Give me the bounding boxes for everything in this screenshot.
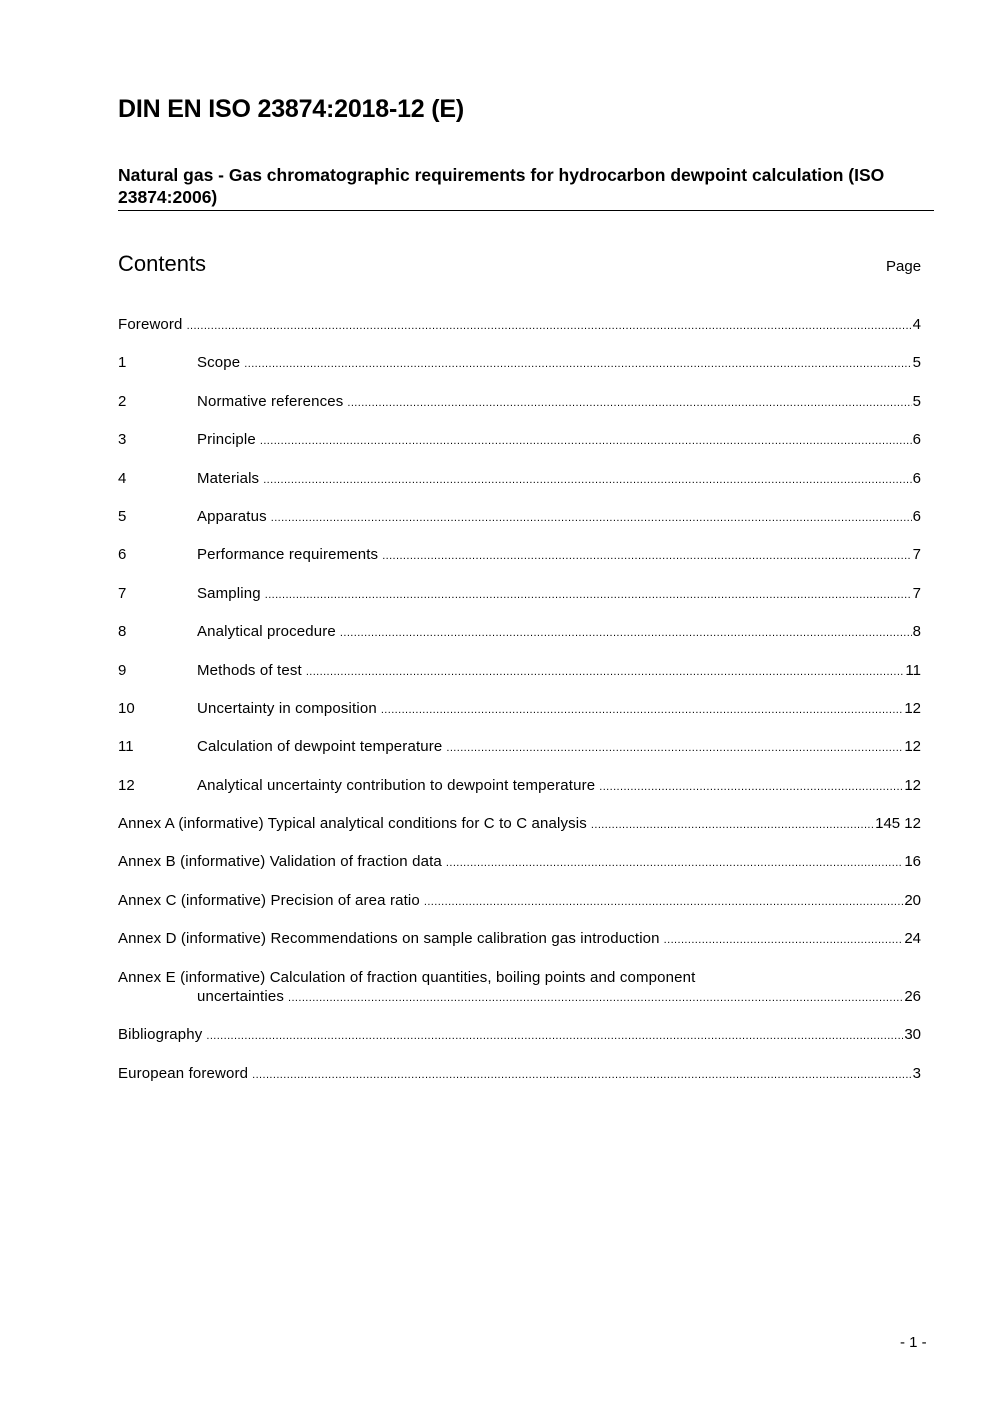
toc-leader-dots [382,547,911,566]
toc-entry-page: 26 [904,987,921,1005]
toc-leader-dots [265,586,912,605]
toc-leader-dots [347,394,911,413]
toc-leader-dots [206,1027,903,1046]
toc-entry-analytical-uncertainty-contribution[interactable] [118,776,921,814]
toc-entry-european-foreword[interactable] [118,1064,921,1102]
toc-entry-title: Calculation of dewpoint temperature [197,738,443,756]
toc-entry-uncertainty-in-composition[interactable] [118,699,921,737]
toc-leader-dots [187,317,912,336]
toc-entry-title: Annex E (informative) Calculation of fraction quantities, boiling points and component [118,968,696,986]
toc-entry-materials[interactable] [118,469,921,507]
toc-leader-dots [340,624,912,643]
toc-entry-number: 2 [118,392,127,410]
toc-entry-apparatus[interactable] [118,507,921,545]
toc-leader-dots [381,701,903,720]
toc-entry-page: 16 [904,853,921,871]
toc-entry-title: European foreword [118,1064,249,1082]
toc-entry-title: Annex A (informative) Typical analytical conditions for C to C analysis [118,815,587,833]
toc-entry-page: 20 [904,891,921,909]
toc-leader-dots [424,893,903,912]
toc-entry-annex-b[interactable] [118,852,921,890]
toc-leader-dots [260,432,912,451]
toc-leader-dots [288,989,903,1008]
toc-leader-dots [244,355,911,374]
toc-entry-title: Analytical uncertainty contribution to dewpoint temperature [197,776,596,794]
toc-entry-title: Annex D (informative) Recommendations on sample calibration gas introduction [118,930,660,948]
toc-entry-scope[interactable] [118,353,921,391]
toc-entry-title: Methods of test [197,661,302,679]
toc-entry-analytical-procedure[interactable] [118,622,921,660]
toc-entry-page: 12 [904,776,921,794]
toc-entry-title: Sampling [197,584,261,602]
toc-entry-page: 7 [912,546,921,564]
toc-entry-number: 12 [118,776,135,794]
toc-entry-number: 3 [118,431,127,449]
toc-entry-annex-a[interactable] [118,814,921,852]
toc-entry-page: 24 [904,930,921,948]
toc-leader-dots [446,854,903,873]
toc-entry-title-continuation: uncertainties [197,987,284,1005]
toc-leader-dots [263,471,911,490]
toc-entry-number: 4 [118,469,127,487]
toc-entry-title: Performance requirements [197,546,379,564]
toc-entry-number: 6 [118,546,127,564]
toc-entry-sampling[interactable] [118,584,921,622]
toc-entry-number: 11 [118,738,134,756]
toc-entry-number: 1 [118,354,127,372]
document-subtitle: Natural gas - Gas chromatographic requirements for hydrocarbon dewpoint calculation (ISO 23874:2006) [118,165,885,207]
toc-leader-dots [664,931,904,950]
toc-entry-title: Uncertainty in composition [197,699,377,717]
toc-entry-page: 11 [905,661,921,679]
toc-leader-dots [446,739,903,758]
toc-entry-calculation-of-dewpoint-temperature[interactable] [118,737,921,775]
toc-leader-dots [252,1066,912,1085]
toc-entry-title: Analytical procedure [197,623,336,641]
toc-entry-foreword[interactable] [118,315,921,353]
toc-entry-title: Principle [197,431,256,449]
toc-entry-bibliography[interactable] [118,1025,921,1063]
toc-entry-number: 10 [118,699,135,717]
toc-entry-page: 6 [912,469,921,487]
toc-entry-annex-e[interactable] [118,968,921,1026]
toc-entry-page: 145 12 [875,815,921,833]
toc-entry-page: 4 [912,316,921,333]
toc-entry-page: 30 [904,1026,921,1044]
toc-leader-dots [271,509,912,528]
toc-entry-page: 7 [912,584,921,602]
toc-leader-dots [306,663,905,682]
toc-entry-page: 6 [912,431,921,449]
toc-entry-title: Annex B (informative) Validation of fraction data [118,853,442,871]
toc-entry-page: 12 [904,738,921,756]
toc-entry-annex-c[interactable] [118,891,921,929]
footer-page-number: - 1 - [900,1334,927,1351]
toc-entry-title: Apparatus [197,507,267,525]
title-divider [118,210,934,211]
contents-heading: Contents [118,251,207,276]
toc-entry-title: Bibliography [118,1026,203,1044]
toc-entry-page: 5 [912,392,921,410]
toc-entry-page: 12 [904,699,921,717]
document-title: DIN EN ISO 23874:2018-12 (E) [118,95,464,123]
toc-entry-number: 5 [118,507,127,525]
toc-leader-dots [591,816,874,835]
table-of-contents [118,315,921,1102]
toc-entry-annex-d[interactable] [118,929,921,967]
toc-leader-dots [599,778,903,797]
toc-entry-performance-requirements[interactable] [118,545,921,583]
toc-entry-number: 7 [118,584,127,602]
toc-entry-title: Annex C (informative) Precision of area ratio [118,891,420,909]
toc-entry-number: 8 [118,623,127,641]
toc-entry-normative-references[interactable] [118,392,921,430]
toc-entry-methods-of-test[interactable] [118,661,921,699]
toc-entry-page: 3 [912,1064,921,1082]
toc-entry-number: 9 [118,661,127,679]
toc-entry-page: 5 [912,354,921,372]
toc-entry-title: Foreword [118,316,183,333]
toc-entry-title: Materials [197,469,260,487]
toc-entry-page: 6 [912,507,921,525]
toc-entry-title: Normative references [197,392,344,410]
page-column-label: Page [886,258,922,275]
toc-entry-principle[interactable] [118,430,921,468]
toc-entry-page: 8 [912,623,921,641]
toc-entry-title: Scope [197,354,241,372]
